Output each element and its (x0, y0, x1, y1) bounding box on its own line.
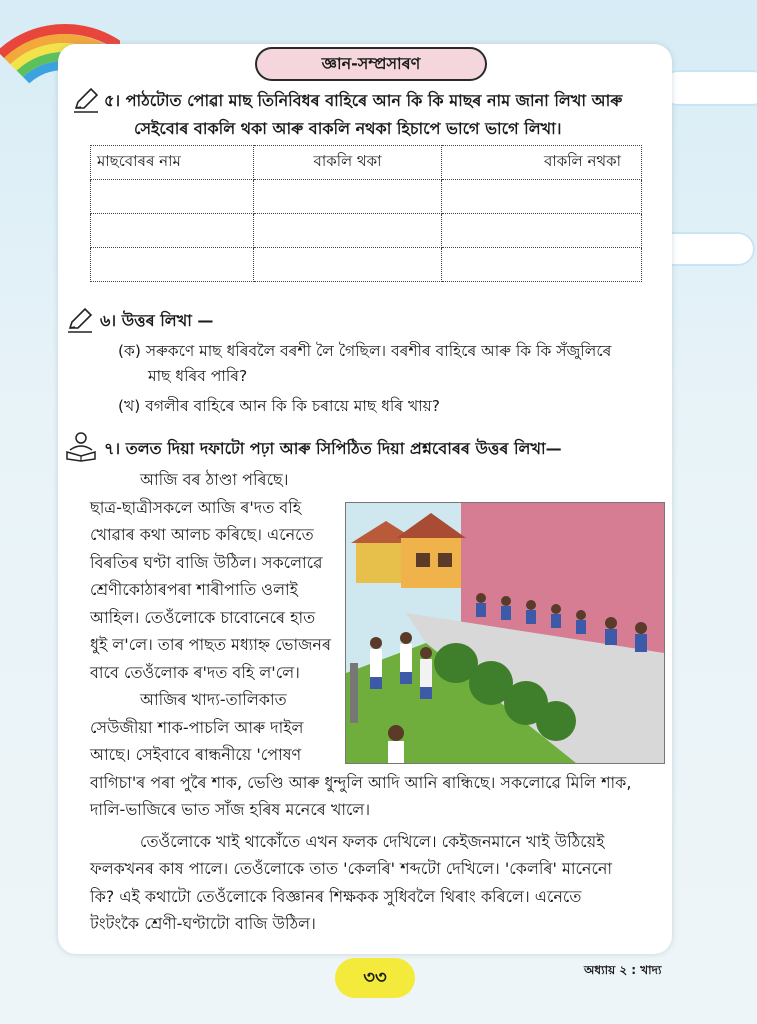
q7-number: ৭। (104, 439, 121, 458)
q6-heading-line (100, 308, 213, 334)
table-header: বাকলি নথকা (442, 146, 642, 180)
para-line: ফলকখনৰ কাষ পালে। তেওঁলোকে তাত 'কেলৰি' শব্দটো দেখিলে। 'কেলৰি' মানেনো (90, 859, 613, 878)
para-line: ধুই ল'লে। তাৰ পাছত মধ্যাহ্ন ভোজনৰ (90, 635, 331, 654)
table-cell[interactable] (91, 180, 254, 214)
table-cell[interactable] (254, 180, 442, 214)
school-lunch-illustration (345, 502, 665, 764)
para-line: কি? এই কথাটো তেওঁলোকে বিজ্ঞানৰ শিক্ষকক সুধিবলৈ থিৰাং কৰিলে। এনেতে (90, 887, 582, 906)
q6-number: ৬। (100, 311, 117, 330)
table-header-row (91, 146, 642, 180)
para-line: আজিৰ খাদ্য-তালিকাত (140, 690, 287, 709)
section-title: জ্ঞান-সম্প্ৰসাৰণ (255, 47, 487, 81)
table-cell[interactable] (254, 248, 442, 282)
q5-text-line1: পাঠটোত পোৱা মাছ তিনিবিধৰ বাহিৰে আন কি কি মাছৰ নাম জানা লিখা আৰু (125, 91, 623, 110)
q5-line1 (104, 88, 622, 114)
q6-b-label: (খ) (118, 397, 141, 415)
table-row (91, 214, 642, 248)
q6-a-line2: মাছ ধৰিব পাৰি? (148, 367, 248, 385)
table-cell[interactable] (442, 214, 642, 248)
para-line: বাবে তেওঁলোক ৰ'দত বহি ল'লে। (90, 663, 300, 682)
q6-a-line1 (118, 339, 611, 363)
q6-a-label: (ক) (118, 342, 141, 360)
para-line: আজি বৰ ঠাণ্ডা পৰিছে। (140, 470, 289, 489)
pencil-icon (66, 306, 94, 334)
page-number: ৩৩ (335, 958, 415, 998)
para-line: বিৰতিৰ ঘণ্টা বাজি উঠিল। সকলোৱে (90, 553, 323, 572)
para-line: ছাত্ৰ-ছাত্ৰীসকলে আজি ৰ'দত বহি (90, 498, 302, 517)
table-row (91, 248, 642, 282)
q5-text-line2: সেইবোৰ বাকলি থকা আৰু বাকলি নথকা হিচাপে ভাগে ভাগে লিখা। (134, 119, 562, 138)
table-header: মাছবোৰৰ নাম (91, 146, 254, 180)
chapter-label: অধ্যায় ২ : খাদ্য (584, 963, 662, 977)
q6-a-text: সৰুকণে মাছ ধৰিবলৈ বৰশী লৈ গৈছিল। বৰশীৰ বাহিৰে আৰু কি কি সঁজুলিৰে (145, 342, 612, 360)
table-cell[interactable] (91, 248, 254, 282)
para-line: তেওঁলোকে খাই থাকোঁতে এখন ফলক দেখিলে। কেইজনমানে খাই উঠিয়েই (140, 832, 605, 851)
para-line: খোৱাৰ কথা আলচ কৰিছে। এনেতে (90, 525, 314, 544)
q6-heading: উত্তৰ লিখা — (121, 311, 214, 330)
para-line: দালি-ভাজিৰে ভাত সাঁজ হৰিষ মনেৰে খালে। (90, 800, 371, 819)
q6-b-text: বগলীৰ বাহিৰে আন কি কি চৰায়ে মাছ ধৰি খায়? (145, 397, 440, 415)
table-header: বাকলি থকা (254, 146, 442, 180)
table-row (91, 180, 642, 214)
para-line: আহিল। তেওঁলোকে চাবোনেৰে হাত (90, 608, 316, 627)
q6-b-line (118, 394, 440, 418)
fish-table (90, 145, 642, 282)
table-cell[interactable] (91, 214, 254, 248)
para-line: সেউজীয়া শাক-পাচলি আৰু দাইল (90, 718, 304, 737)
para-line: টংটংকৈ শ্ৰেণী-ঘণ্টাটো বাজি উঠিল। (90, 914, 316, 933)
pencil-icon (72, 86, 100, 114)
q5-number: ৫। (104, 91, 121, 110)
table-cell[interactable] (254, 214, 442, 248)
q7-heading: তলত দিয়া দফাটো পঢ়া আৰু সিপিঠিত দিয়া প্ৰশ্নবোৰৰ উত্তৰ লিখা— (125, 439, 562, 458)
q7-heading-line (104, 436, 562, 462)
cloud-decoration (660, 70, 757, 106)
table-cell[interactable] (442, 180, 642, 214)
reading-person-icon (64, 430, 98, 462)
table-cell[interactable] (442, 248, 642, 282)
para-line: শ্ৰেণীকোঠাৰপৰা শাৰীপাতি ওলাই (90, 580, 298, 599)
para-line: বাগিচা'ৰ পৰা পুৰৈ শাক, ভেণ্ডি আৰু ধুন্দুলি আদি আনি ৰান্ধিছে। সকলোৱে মিলি শাক, (90, 773, 632, 792)
para-line: আছে। সেইবাবে ৰান্ধনীয়ে 'পোষণ (90, 745, 302, 764)
